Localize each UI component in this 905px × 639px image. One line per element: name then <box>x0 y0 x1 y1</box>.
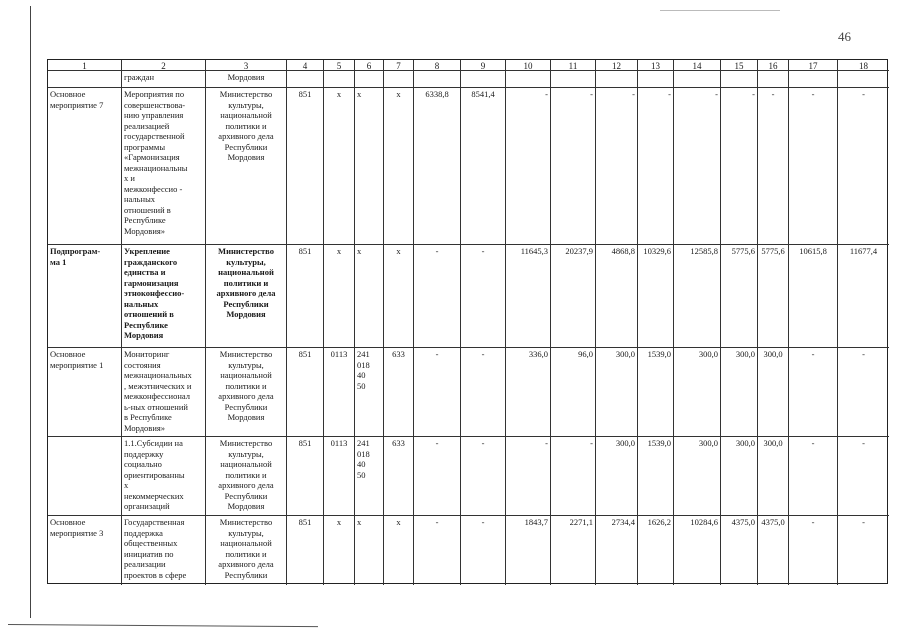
table-cell: - <box>638 88 674 245</box>
header-cell: 14 <box>674 60 721 71</box>
table-cell: Министерство культуры, национальной политики и архивного дела Республики Мордовия <box>206 88 287 245</box>
table-cell: - <box>862 517 865 527</box>
table-cell: х <box>355 245 384 348</box>
table-cell <box>287 71 324 88</box>
table-cell: 12585,8 <box>674 245 721 348</box>
table-cell: 1626,2 <box>638 516 674 585</box>
table-cell <box>789 71 838 88</box>
table-cell: 300,0 <box>721 437 758 516</box>
table-cell: 10615,8 <box>789 245 838 348</box>
table-cell <box>48 71 122 88</box>
table-cell <box>758 71 789 88</box>
table-cell: 4375,0 <box>758 516 789 585</box>
table-cell: - <box>789 437 838 516</box>
table-cell: - <box>551 437 596 516</box>
header-cell: 10 <box>506 60 551 71</box>
table-cell: х <box>384 245 414 348</box>
table-cell: 1539,0 <box>638 348 674 437</box>
header-cell: 7 <box>384 60 414 71</box>
table-cell: 8541,4 <box>461 88 506 245</box>
header-cell: 4 <box>287 60 324 71</box>
table-cell: Мордовия <box>206 71 287 88</box>
table-cell: - <box>596 88 638 245</box>
table-cell: 5775,6 <box>721 245 758 348</box>
table-cell: 5775,6 <box>758 245 789 348</box>
table-cell: 1539,0 <box>638 437 674 516</box>
table-cell: 6338,8 <box>414 88 461 245</box>
table-cell <box>638 71 674 88</box>
table-cell: - <box>838 88 889 245</box>
table-cell: Основное мероприятие 1 <box>48 348 122 437</box>
header-cell: 12 <box>596 60 638 71</box>
table-cell: 300,0 <box>596 437 638 516</box>
table-cell: Министерство культуры, национальной политики и архивного дела Республики Мордовия <box>206 245 287 348</box>
table-cell: 1.1.Субсидии на поддержку социально ориентированны х некоммерческих организаций <box>122 437 206 516</box>
table-cell: 300,0 <box>758 348 789 437</box>
table-cell: - <box>414 348 461 437</box>
table-cell <box>48 437 122 516</box>
table-cell: 300,0 <box>674 348 721 437</box>
table-cell: - <box>789 88 838 245</box>
table-cell: - <box>414 245 461 348</box>
table-cell: 851 <box>287 516 324 585</box>
table-cell: - <box>789 348 838 437</box>
table-cell: - <box>789 516 838 585</box>
table-cell: - <box>838 437 889 516</box>
scan-edge-line <box>30 6 31 618</box>
scan-edge-line <box>8 624 318 627</box>
table-cell: х <box>384 516 414 585</box>
table-cell: 0113 <box>324 437 355 516</box>
table-cell <box>414 71 461 88</box>
table-cell <box>461 71 506 88</box>
table-cell: Мероприятия по совершенствова- нию управления реализацией государственной программы «Гармонизация межнациональны х и межконфессио - нальных отношений в Республике Мордовия» <box>122 88 206 245</box>
page-number: 46 <box>838 29 851 44</box>
table-cell: 300,0 <box>758 437 789 516</box>
table-cell: - <box>758 88 789 245</box>
table-cell <box>721 71 758 88</box>
table-cell: х <box>324 88 355 245</box>
table-cell <box>384 71 414 88</box>
table-cell: - <box>461 348 506 437</box>
table-cell: 633 <box>384 437 414 516</box>
table-cell: - <box>414 437 461 516</box>
table-cell: Основное мероприятие 3 <box>48 516 122 585</box>
table-cell: 1843,7 <box>506 516 551 585</box>
table-cell: - <box>461 437 506 516</box>
table-cell: 851 <box>287 245 324 348</box>
header-cell: 5 <box>324 60 355 71</box>
header-cell: 11 <box>551 60 596 71</box>
table-cell <box>355 71 384 88</box>
table-cell: Министерство культуры, национальной политики и архивного дела Республики <box>206 516 287 585</box>
budget-table <box>47 59 888 584</box>
header-cell: 18 <box>838 60 889 71</box>
table-cell: 0113 <box>324 348 355 437</box>
header-cell: 9 <box>461 60 506 71</box>
table-cell: - <box>414 516 461 585</box>
table-cell: 11645,3 <box>506 245 551 348</box>
table-cell: х <box>355 516 384 585</box>
table-cell: 851 <box>287 88 324 245</box>
header-cell: 3 <box>206 60 287 71</box>
table-cell: - <box>721 88 758 245</box>
table-cell: Государственная поддержка общественных инициатив по реализации проектов в сфере <box>122 516 206 585</box>
table-cell <box>674 71 721 88</box>
header-cell: 8 <box>414 60 461 71</box>
table-cell: 2271,1 <box>551 516 596 585</box>
table-cell: 241 018 40 50 <box>355 348 384 437</box>
table-cell: Подпрограм- ма 1 <box>48 245 122 348</box>
header-cell: 1 <box>48 60 122 71</box>
table-cell: 336,0 <box>506 348 551 437</box>
table-cell: 851 <box>287 437 324 516</box>
table-cell <box>506 71 551 88</box>
header-cell: 13 <box>638 60 674 71</box>
table-cell: - <box>551 88 596 245</box>
table-cell: 300,0 <box>674 437 721 516</box>
table-cell: 851 <box>287 348 324 437</box>
table-cell: 4375,0 <box>721 516 758 585</box>
header-cell: 17 <box>789 60 838 71</box>
table-cell: - <box>461 516 506 585</box>
table-cell: граждан <box>122 71 206 88</box>
table-cell: 20237,9 <box>551 245 596 348</box>
table-cell: 11677,4 <box>838 245 889 348</box>
header-cell: 16 <box>758 60 789 71</box>
table-cell <box>324 71 355 88</box>
header-cell: 6 <box>355 60 384 71</box>
table-cell: 4868,8 <box>596 245 638 348</box>
table-cell: х <box>384 88 414 245</box>
table-cell: Основное мероприятие 7 <box>48 88 122 245</box>
table-cell: - <box>674 88 721 245</box>
table-cell: Укрепление гражданского единства и гармонизация этноконфессио- нальных отношений в Республике Мордовия <box>122 245 206 348</box>
header-cell: 2 <box>122 60 206 71</box>
scan-mark <box>660 10 780 11</box>
table-cell: Министерство культуры, национальной политики и архивного дела Республики Мордовия <box>206 437 287 516</box>
table-cell: 633 <box>384 348 414 437</box>
table-cell: х <box>355 88 384 245</box>
table-cell: х <box>324 245 355 348</box>
table-cell <box>838 71 889 88</box>
table-cell: Министерство культуры, национальной политики и архивного дела Республики Мордовия <box>206 348 287 437</box>
table-cell: - <box>461 245 506 348</box>
table-cell <box>596 71 638 88</box>
table-cell: - <box>838 348 889 437</box>
header-cell: 15 <box>721 60 758 71</box>
table-cell: 2734,4 <box>596 516 638 585</box>
table-cell: х <box>324 516 355 585</box>
table-cell: - <box>506 437 551 516</box>
table-cell: 300,0 <box>721 348 758 437</box>
table-cell: 10284,6 <box>674 516 721 585</box>
table-cell: - <box>506 88 551 245</box>
table-cell: 300,0 <box>596 348 638 437</box>
table-cell: 96,0 <box>551 348 596 437</box>
table-cell: 10329,6 <box>638 245 674 348</box>
table-cell: 241 018 40 50 <box>355 437 384 516</box>
table-cell: Мониторинг состояния межнациональных , межэтнических и межконфессионал ь-ных отношений в Республике Мордовия» <box>122 348 206 437</box>
table-cell <box>551 71 596 88</box>
